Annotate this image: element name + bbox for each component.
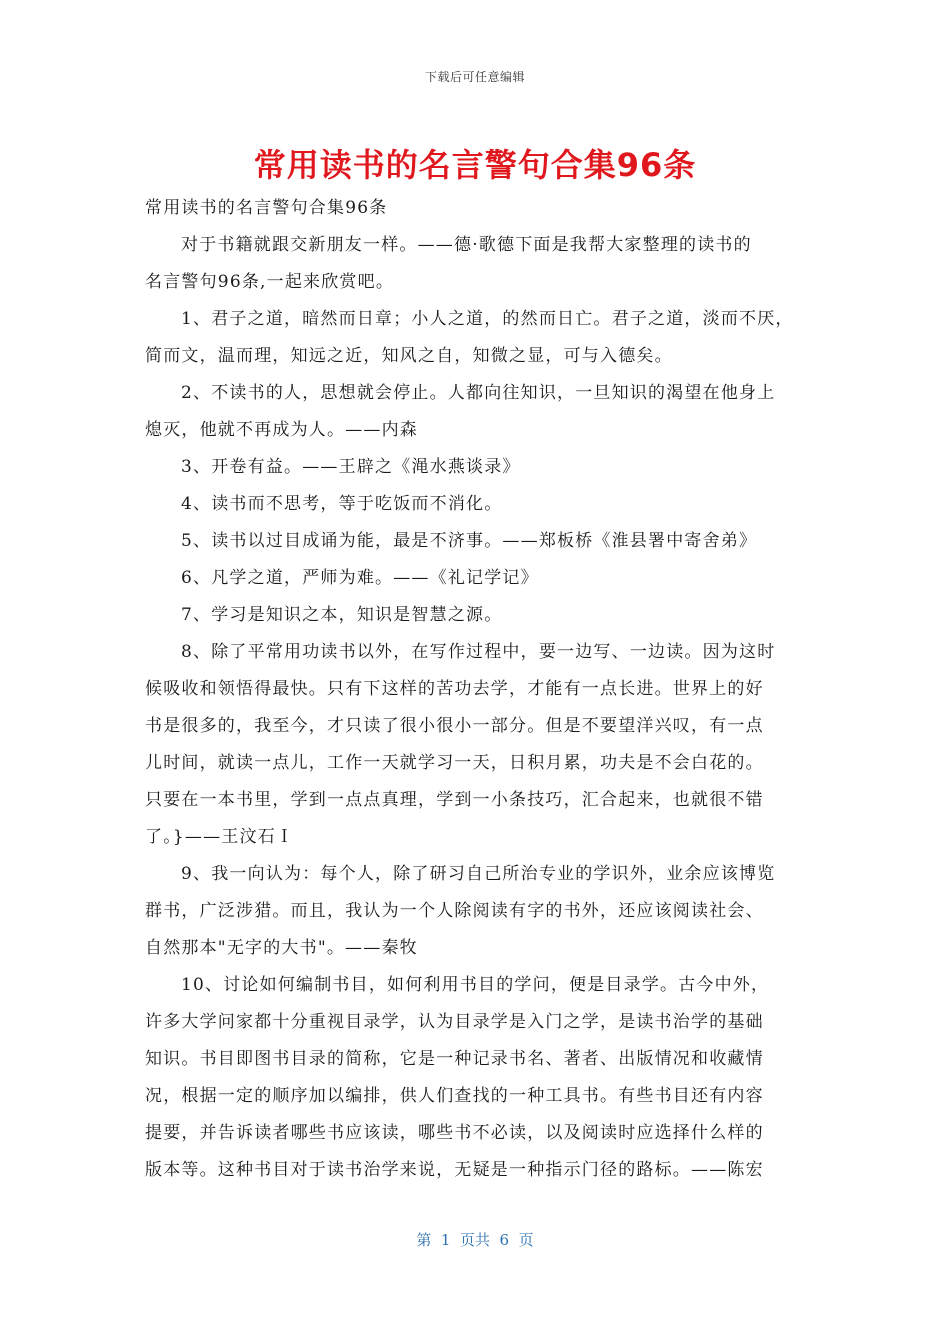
body-line: 常用读书的名言警句合集96条 — [145, 198, 388, 218]
body-line: 对于书籍就跟交新朋友一样。——德·歌德下面是我帮大家整理的读书的 — [181, 235, 752, 255]
body-line: 了。}——王汶石Ｉ — [145, 827, 295, 847]
body-line: 知识。书目即图书目录的简称，它是一种记录书名、著者、出版情况和收藏情 — [145, 1049, 764, 1069]
body-line: 儿时间，就读一点儿，工作一天就学习一天，日积月累，功夫是不会白花的。 — [145, 753, 764, 773]
page-footer: 第 1 页共 6 页 — [416, 1231, 534, 1249]
body-line: 9、我一向认为：每个人，除了研习自己所治专业的学识外，业余应该博览 — [181, 864, 776, 884]
body-line: 群书，广泛涉猎。而且，我认为一个人除阅读有字的书外，还应该阅读社会、 — [145, 901, 764, 921]
body-line: 6、凡学之道，严师为难。——《礼记学记》 — [181, 568, 539, 588]
body-line: 2、不读书的人，思想就会停止。人都向往知识，一旦知识的渴望在他身上 — [181, 383, 776, 403]
body-line: 自然那本"无字的大书"。——秦牧 — [145, 938, 418, 958]
body-line: 3、开卷有益。——王辟之《渑水燕谈录》 — [181, 457, 521, 477]
body-line: 熄灭，他就不再成为人。——内森 — [145, 420, 418, 440]
header-note: 下载后可任意编辑 — [424, 70, 525, 84]
document-title: 常用读书的名言警句合集96条 — [253, 146, 697, 184]
document-body — [145, 190, 815, 1189]
body-line: 4、读书而不思考，等于吃饭而不消化。 — [181, 494, 503, 514]
body-line: 候吸收和领悟得最快。只有下这样的苦功去学，才能有一点长进。世界上的好 — [145, 679, 764, 699]
body-line: 8、除了平常用功读书以外，在写作过程中，要一边写、一边读。因为这时 — [181, 642, 776, 662]
body-line: 只要在一本书里，学到一点点真理，学到一小条技巧，汇合起来，也就很不错 — [145, 790, 764, 810]
body-line: 7、学习是知识之本，知识是智慧之源。 — [181, 605, 503, 625]
body-line: 名言警句96条,一起来欣赏吧。 — [145, 272, 395, 292]
body-line: 书是很多的，我至今，才只读了很小很小一部分。但是不要望洋兴叹，有一点 — [145, 716, 764, 736]
body-line: 5、读书以过目成诵为能，最是不济事。——郑板桥《淮县署中寄舍弟》 — [181, 531, 758, 551]
body-line: 况，根据一定的顺序加以编排，供人们查找的一种工具书。有些书目还有内容 — [145, 1086, 764, 1106]
body-line: 10、讨论如何编制书目，如何利用书目的学问，便是目录学。古今中外， — [181, 975, 770, 995]
body-line: 许多大学问家都十分重视目录学，认为目录学是入门之学，是读书治学的基础 — [145, 1012, 764, 1032]
body-line: 版本等。这种书目对于读书治学来说，无疑是一种指示门径的路标。——陈宏 — [145, 1160, 764, 1180]
body-line: 提要，并告诉读者哪些书应该读，哪些书不必读，以及阅读时应选择什么样的 — [145, 1123, 764, 1143]
body-line: 简而文，温而理，知远之近，知风之自，知微之显，可与入德矣。 — [145, 346, 673, 366]
body-line: 1、君子之道，暗然而日章；小人之道，的然而日亡。君子之道，淡而不厌， — [181, 309, 794, 329]
